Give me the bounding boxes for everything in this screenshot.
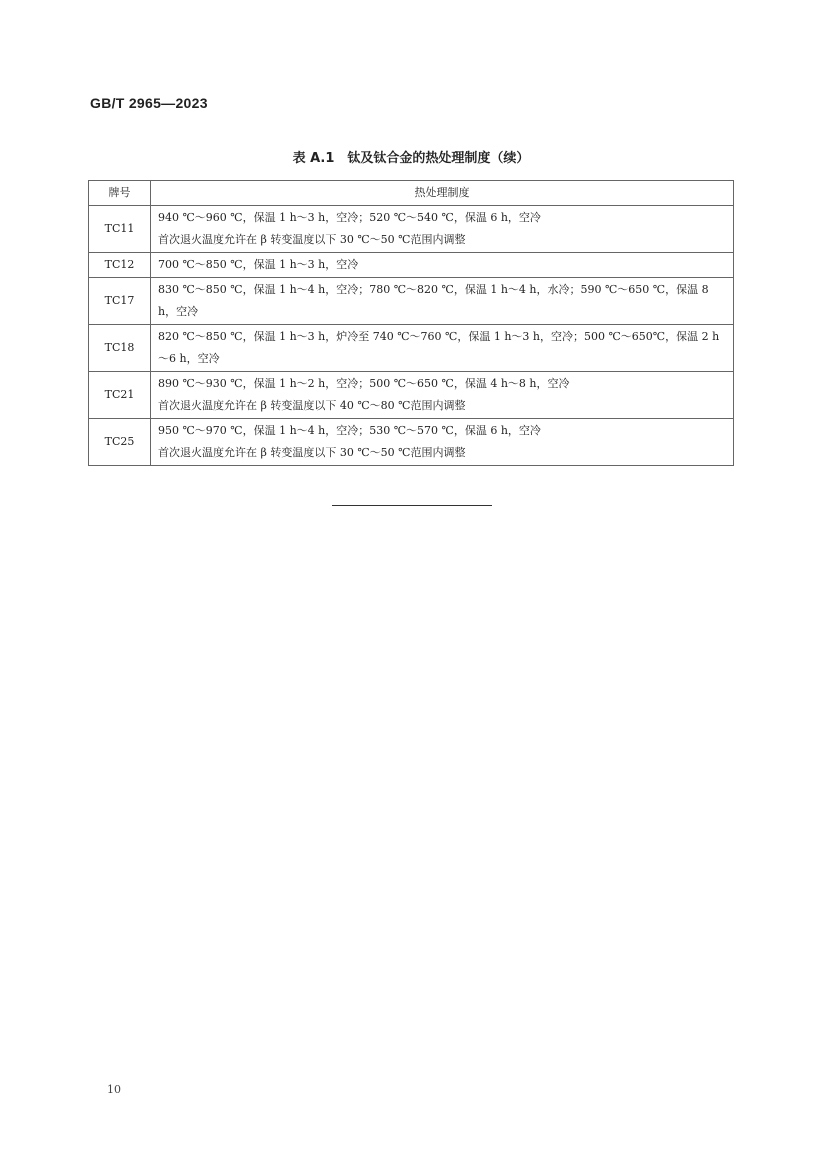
procedure-cell bbox=[151, 206, 734, 253]
grade-cell: TC12 bbox=[89, 253, 151, 278]
procedure-line: 首次退火温度允许在 β 转变温度以下 30 ℃～50 ℃范围内调整 bbox=[158, 446, 466, 459]
grade-cell: TC21 bbox=[89, 372, 151, 419]
heat-treatment-table bbox=[88, 180, 734, 466]
procedure-line: 首次退火温度允许在 β 转变温度以下 30 ℃～50 ℃范围内调整 bbox=[158, 233, 466, 246]
procedure-cell bbox=[151, 372, 734, 419]
procedure-cell bbox=[151, 253, 734, 278]
grade-cell: TC25 bbox=[89, 419, 151, 466]
procedure-line: 940 ℃～960 ℃，保温 1 h～3 h，空冷；520 ℃～540 ℃，保温 6 h，空冷 bbox=[158, 211, 541, 224]
grade-cell: TC18 bbox=[89, 325, 151, 372]
table-row bbox=[89, 419, 734, 466]
procedure-line: 700 ℃～850 ℃，保温 1 h～3 h，空冷 bbox=[158, 258, 359, 271]
column-header-grade: 牌号 bbox=[89, 181, 151, 206]
standard-code: GB/T 2965—2023 bbox=[90, 95, 208, 111]
procedure-cell bbox=[151, 325, 734, 372]
grade-cell: TC11 bbox=[89, 206, 151, 253]
table-header-row bbox=[89, 181, 734, 206]
procedure-line: 950 ℃～970 ℃，保温 1 h～4 h，空冷；530 ℃～570 ℃，保温 6 h，空冷 bbox=[158, 424, 541, 437]
procedure-cell bbox=[151, 278, 734, 325]
table-caption: 表 A.1 钛及钛合金的热处理制度（续） bbox=[292, 151, 530, 166]
procedure-line: 首次退火温度允许在 β 转变温度以下 40 ℃～80 ℃范围内调整 bbox=[158, 399, 466, 412]
procedure-line: 820 ℃～850 ℃，保温 1 h～3 h，炉冷至 740 ℃～760 ℃，保温 1 h～3 h，空冷；500 ℃～650℃，保温 2 h～6 h，空冷 bbox=[158, 330, 720, 365]
table-row bbox=[89, 372, 734, 419]
end-of-standard-rule bbox=[332, 505, 492, 506]
grade-cell: TC17 bbox=[89, 278, 151, 325]
table-row bbox=[89, 206, 734, 253]
table-row bbox=[89, 278, 734, 325]
column-header-procedure: 热处理制度 bbox=[151, 181, 734, 206]
procedure-cell bbox=[151, 419, 734, 466]
procedure-line: 830 ℃～850 ℃，保温 1 h～4 h，空冷；780 ℃～820 ℃，保温 1 h～4 h，水冷；590 ℃～650 ℃，保温 8 h，空冷 bbox=[158, 283, 709, 318]
table-row bbox=[89, 325, 734, 372]
page-number: 10 bbox=[107, 1083, 121, 1096]
procedure-line: 890 ℃～930 ℃，保温 1 h～2 h，空冷；500 ℃～650 ℃，保温 4 h～8 h，空冷 bbox=[158, 377, 570, 390]
table-row bbox=[89, 253, 734, 278]
